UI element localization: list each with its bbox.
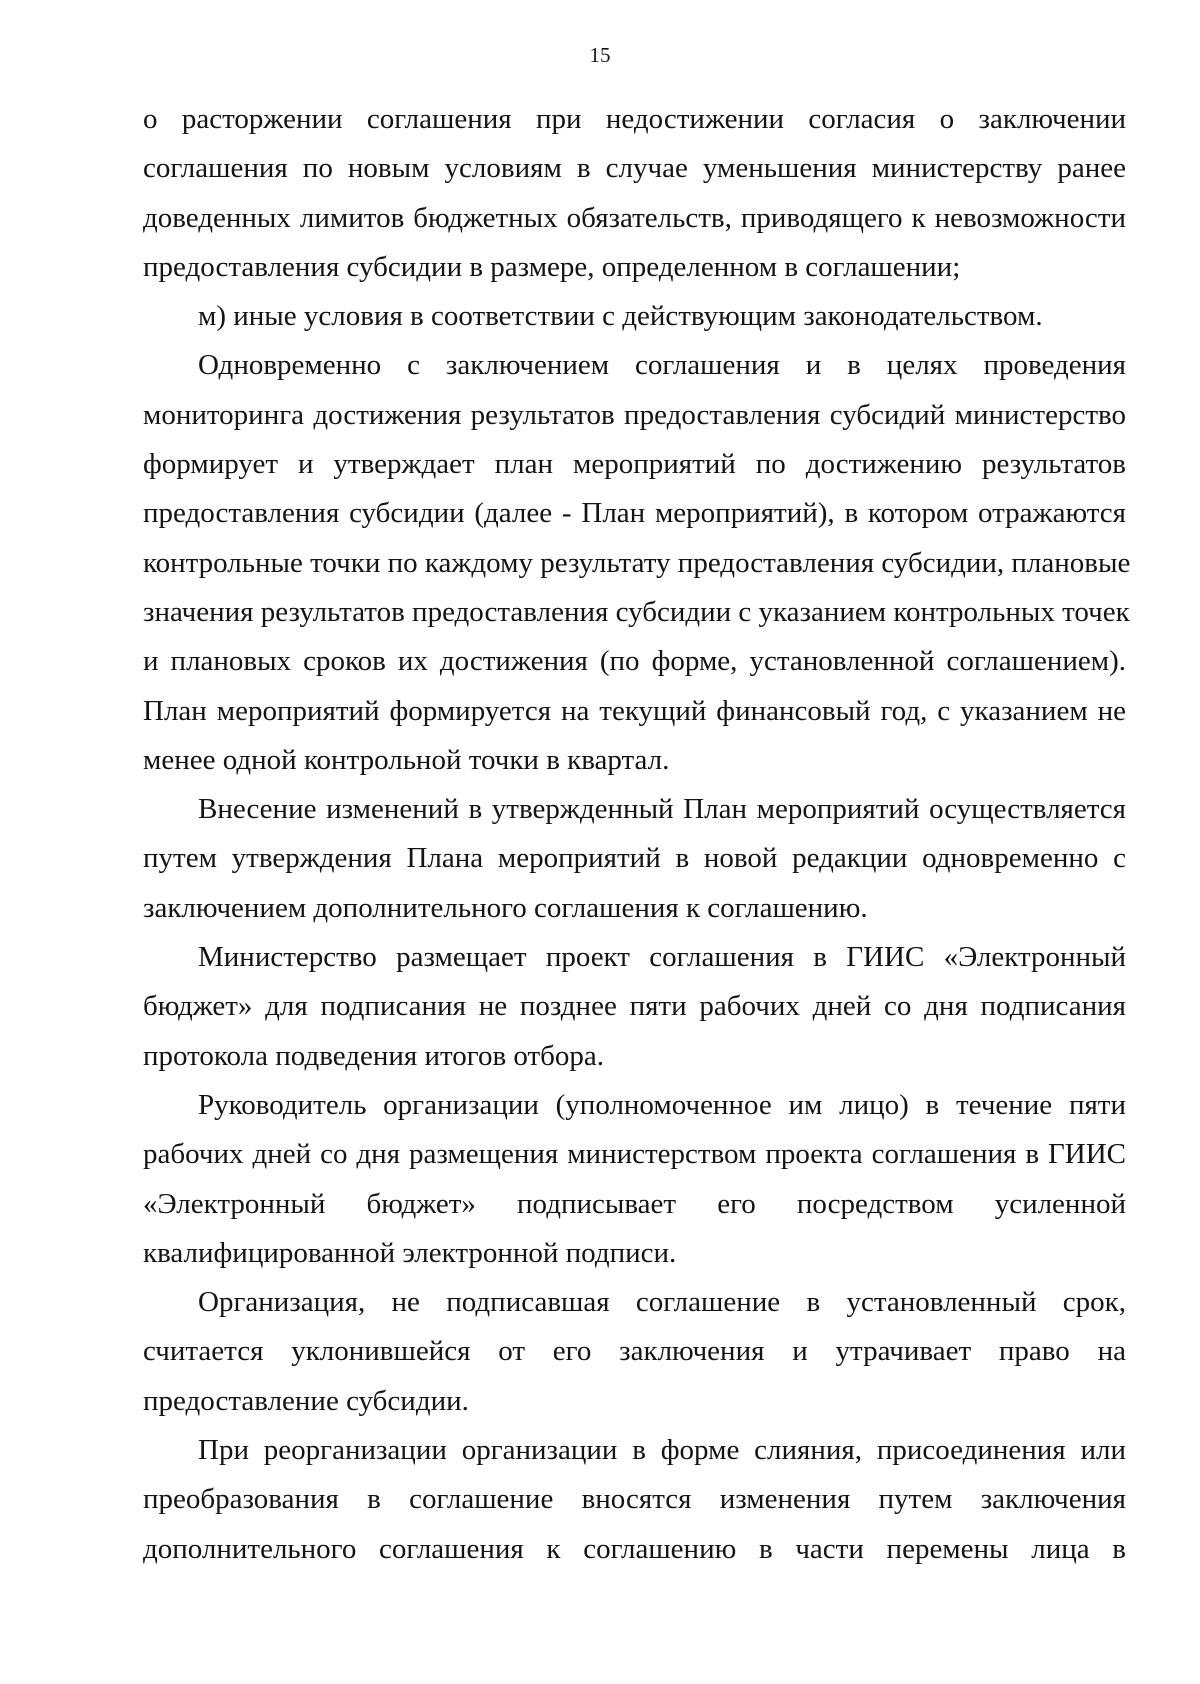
text-line: предоставления субсидии (далее - План мероприятий), в котором отражаются xyxy=(143,497,1126,530)
paragraph xyxy=(143,785,1126,933)
paragraph xyxy=(143,292,1126,341)
text-line: преобразования в соглашение вносятся изменения путем заключения xyxy=(143,1483,1126,1516)
text-line: Одновременно с заключением соглашения и в целях проведения xyxy=(198,349,1126,382)
text-line: мониторинга достижения результатов предоставления субсидий министерство xyxy=(143,398,1126,431)
text-line: менее одной контрольной точки в квартал. xyxy=(143,743,670,776)
text-line: Руководитель организации (уполномоченное им лицо) в течение пяти xyxy=(198,1088,1126,1121)
text-line: дополнительного соглашения к соглашению в части перемены лица в xyxy=(143,1532,1126,1565)
document-body xyxy=(143,95,1131,1574)
text-line: Внесение изменений в утвержденный План мероприятий осуществляется xyxy=(198,793,1126,826)
text-line: бюджет» для подписания не позднее пяти рабочих дней со дня подписания xyxy=(143,990,1126,1023)
text-line: предоставления субсидии в размере, определенном в соглашении; xyxy=(143,250,961,283)
text-line: соглашения по новым условиям в случае уменьшения министерству ранее xyxy=(143,152,1126,185)
paragraph xyxy=(143,933,1126,1081)
text-line: Министерство размещает проект соглашения в ГИИС «Электронный xyxy=(198,941,1126,974)
paragraph xyxy=(143,1081,1126,1278)
text-line: Организация, не подписавшая соглашение в установленный срок, xyxy=(198,1286,1126,1319)
text-line: м) иные условия в соответствии с действующим законодательством. xyxy=(198,300,1043,333)
paragraph xyxy=(143,341,1131,785)
text-line: квалифицированной электронной подписи. xyxy=(143,1236,677,1269)
text-line: формирует и утверждает план мероприятий по достижению результатов xyxy=(143,448,1126,481)
text-line: доведенных лимитов бюджетных обязательств, приводящего к невозможности xyxy=(143,201,1126,234)
text-line: считается уклонившейся от его заключения и утрачивает право на xyxy=(143,1335,1126,1368)
text-line: рабочих дней со дня размещения министерством проекта соглашения в ГИИС xyxy=(143,1138,1126,1171)
text-line: План мероприятий формируется на текущий финансовый год, с указанием не xyxy=(143,694,1126,727)
text-line: путем утверждения Плана мероприятий в новой редакции одновременно с xyxy=(143,842,1126,875)
text-line: «Электронный бюджет» подписывает его посредством усиленной xyxy=(143,1187,1126,1220)
paragraph xyxy=(143,1426,1126,1574)
paragraph xyxy=(143,95,1126,292)
text-line: значения результатов предоставления субсидии с указанием контрольных точек xyxy=(143,595,1130,628)
text-line: и плановых сроков их достижения (по форме, установленной соглашением). xyxy=(143,645,1126,678)
text-line: о расторжении соглашения при недостижении согласия о заключении xyxy=(143,103,1126,135)
text-line: При реорганизации организации в форме слияния, присоединения или xyxy=(198,1434,1126,1467)
text-line: предоставление субсидии. xyxy=(143,1384,469,1417)
text-line: заключением дополнительного соглашения к соглашению. xyxy=(143,891,868,924)
paragraph xyxy=(143,1278,1126,1426)
text-line: протокола подведения итогов отбора. xyxy=(143,1039,605,1072)
page-number: 15 xyxy=(589,43,611,67)
text-line: контрольные точки по каждому результату предоставления субсидии, плановые xyxy=(143,546,1131,579)
